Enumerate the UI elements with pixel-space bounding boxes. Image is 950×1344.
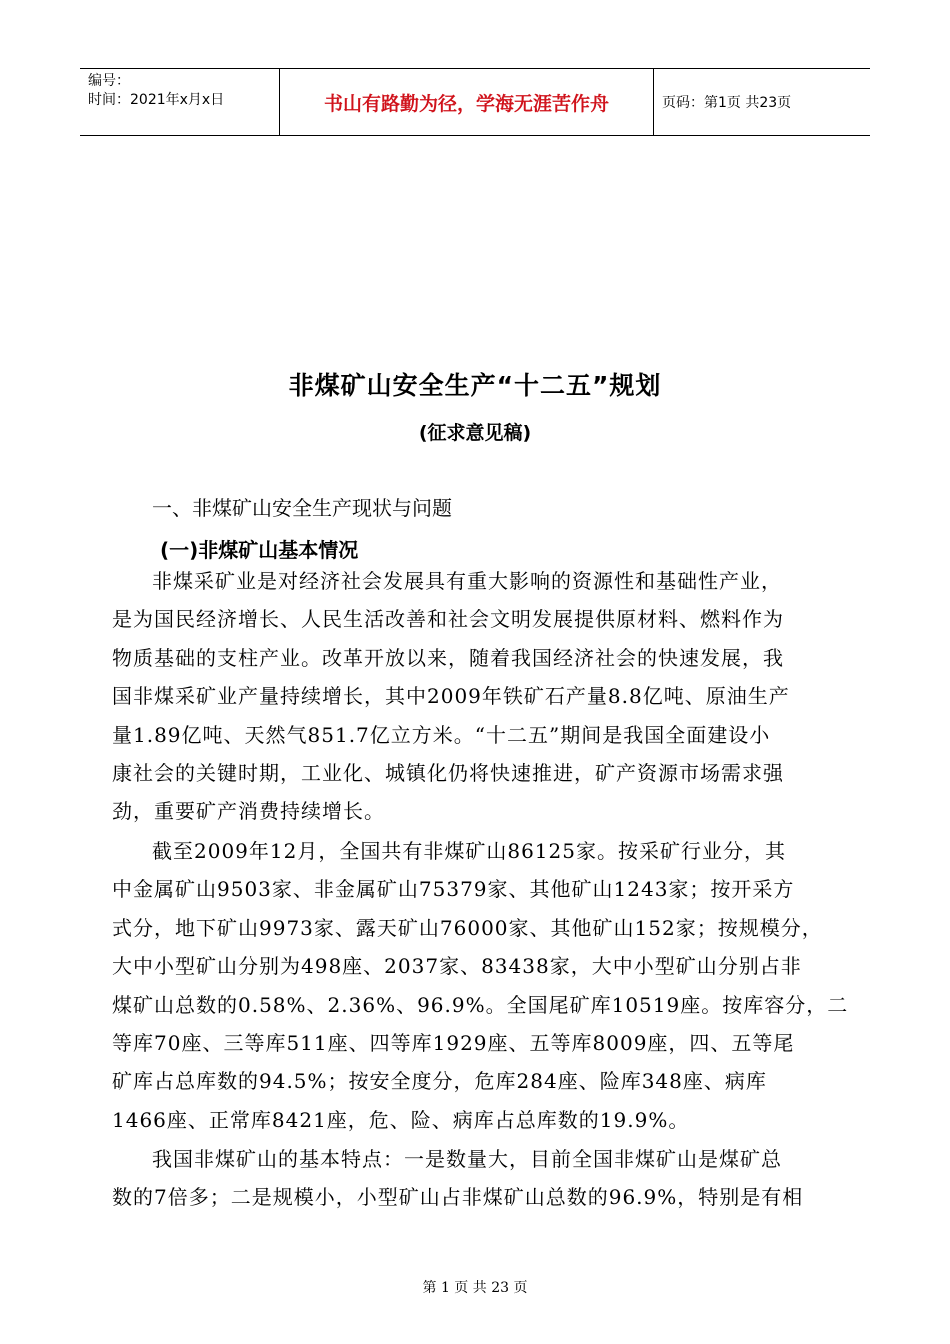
text-line: 煤矿山总数的0.58%、2.36%、96.9%。全国尾矿库10519座。按库容分，二 <box>112 992 849 1017</box>
text-line: 劲，重要矿产消费持续增长。 <box>112 799 385 824</box>
text-line: 我国非煤矿山的基本特点：一是数量大，目前全国非煤矿山是煤矿总 <box>152 1147 782 1171</box>
paragraph-1 <box>112 562 840 831</box>
time-label: 时间：2021年x月x日 <box>88 92 225 108</box>
subsection-heading: (一)非煤矿山基本情况 <box>160 538 359 562</box>
header-page-info: 页码：第1页 共23页 <box>662 95 792 111</box>
text-line: 式分，地下矿山9973家、露天矿山76000家、其他矿山152家；按规模分， <box>112 915 823 940</box>
text-line: 矿库占总库数的94.5%；按安全度分，危库284座、险库348座、病库 <box>112 1069 767 1094</box>
text-line: 非煤采矿业是对经济社会发展具有重大影响的资源性和基础性产业， <box>152 569 782 593</box>
page-footer: 第 1 页 共 23 页 <box>422 1280 528 1296</box>
document-subtitle: (征求意见稿) <box>418 422 532 444</box>
header-meta <box>80 69 280 135</box>
header-motto: 书山有路勤为径，学海无涯苦作舟 <box>280 69 654 135</box>
text-line: 1466座、正常库8421座，危、险、病库占总库数的19.9%。 <box>112 1107 690 1132</box>
text-line: 数的7倍多；二是规模小，小型矿山占非煤矿山总数的96.9%，特别是有相 <box>112 1185 804 1210</box>
paragraph-3 <box>112 1140 840 1217</box>
paragraph-2 <box>112 832 849 1139</box>
number-label: 编号： <box>88 73 130 89</box>
text-line: 康社会的关键时期，工业化、城镇化仍将快速推进，矿产资源市场需求强 <box>112 761 784 786</box>
text-line: 国非煤采矿业产量持续增长，其中2009年铁矿石产量8.8亿吨、原油生产 <box>112 684 790 709</box>
text-line: 中金属矿山9503家、非金属矿山75379家、其他矿山1243家；按开采方 <box>112 877 795 902</box>
document-title: 非煤矿山安全生产“十二五”规划 <box>288 371 662 400</box>
text-line: 物质基础的支柱产业。改革开放以来，随着我国经济社会的快速发展，我 <box>112 645 784 670</box>
text-line: 量1.89亿吨、天然气851.7亿立方米。“十二五”期间是我国全面建设小 <box>112 722 771 747</box>
text-line: 是为国民经济增长、人民生活改善和社会文明发展提供原材料、燃料作为 <box>112 607 784 632</box>
text-line: 等库70座、三等库511座、四等库1929座、五等库8009座，四、五等尾 <box>112 1031 795 1056</box>
section-heading: 一、非煤矿山安全生产现状与问题 <box>152 496 452 520</box>
text-line: 截至2009年12月，全国共有非煤矿山86125家。按采矿行业分，其 <box>152 839 786 863</box>
text-line: 大中小型矿山分别为498座、2037家、83438家，大中小型矿山分别占非 <box>112 954 802 979</box>
page-header <box>80 68 870 136</box>
